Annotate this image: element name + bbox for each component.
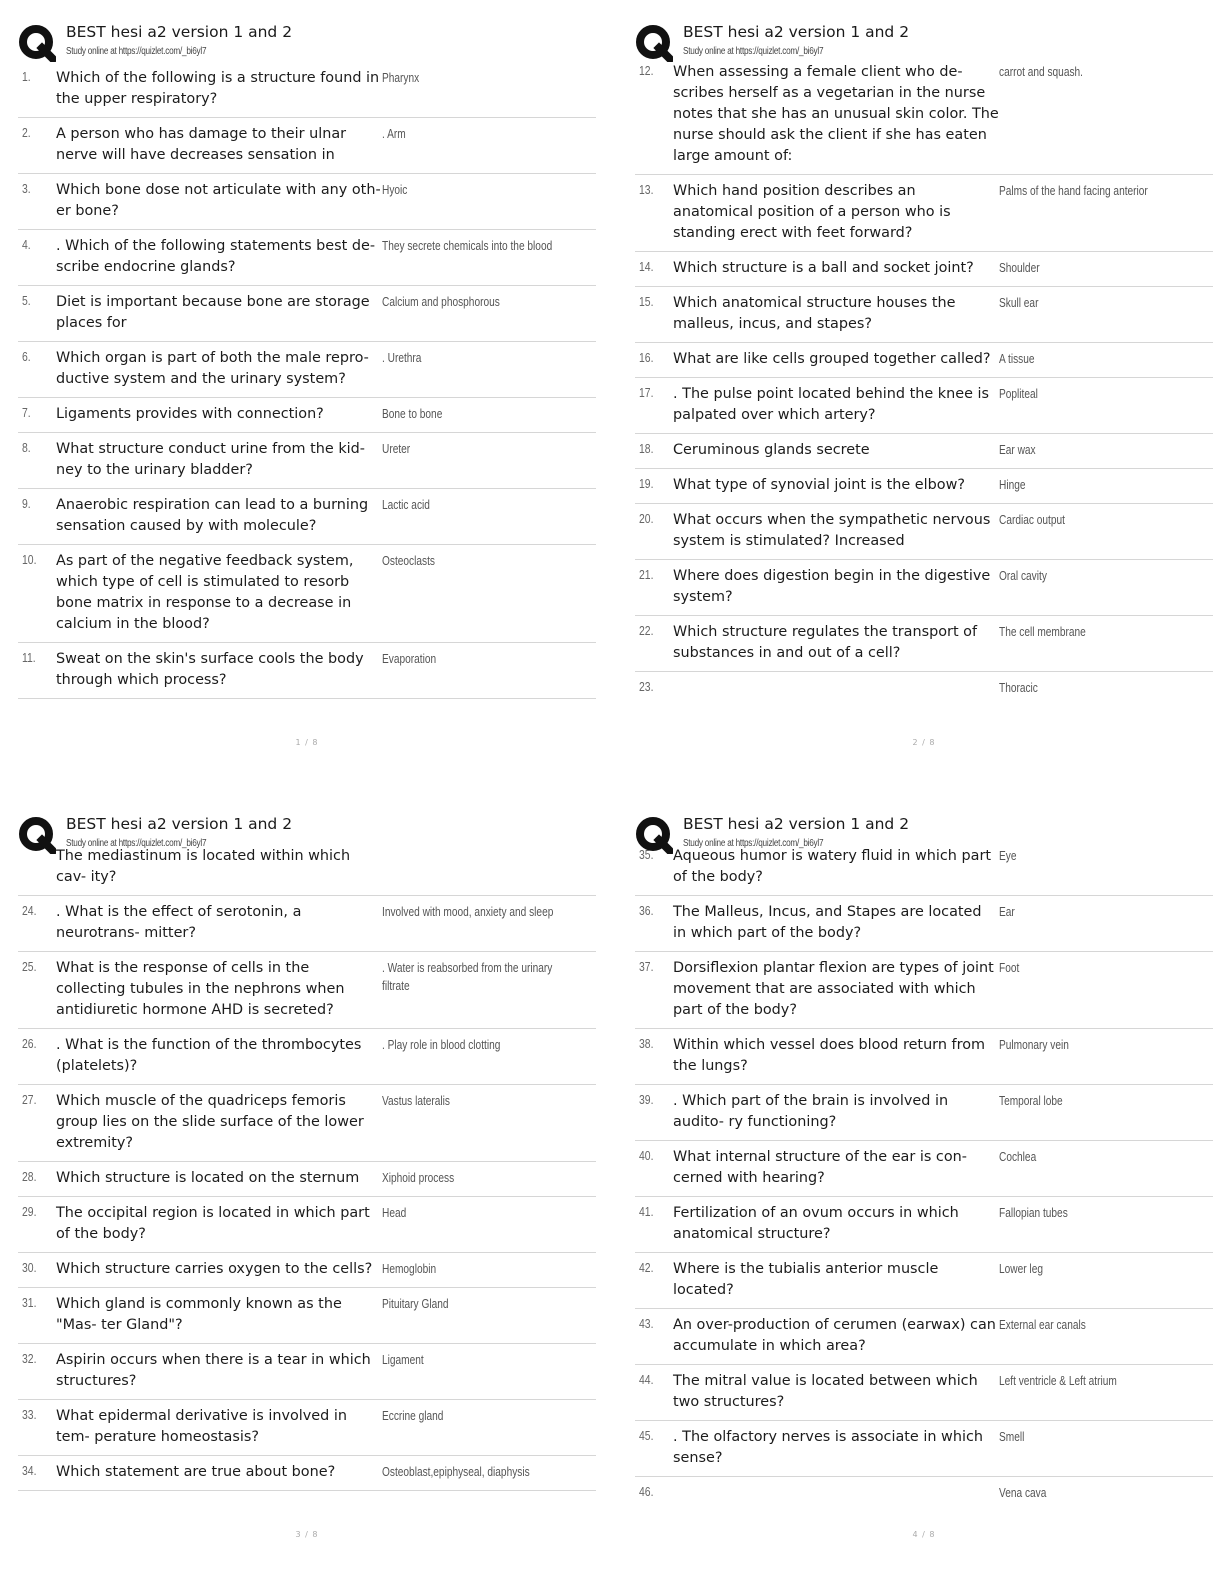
flashcard-row [635,840,1213,896]
flashcard-row [18,62,596,118]
definition-answer: Palms of the hand facing anterior [999,183,1148,198]
definition-answer: Vena cava [999,1485,1047,1500]
flashcard-row [635,1365,1213,1421]
row-number: 18. [639,441,654,456]
definition-answer: . Water is reabsorbed from the urinary filtrate [382,960,553,993]
term-question: An over-production of cerumen (earwax) can accumulate in which area? [673,1317,996,1354]
definition-answer: . Arm [382,126,406,141]
definition-answer: . Play role in blood clotting [382,1037,501,1052]
flashcard-row [18,1288,596,1344]
term-question: What occurs when the sympathetic nervous system is stimulated? Increased [673,512,991,549]
flashcard-row [635,560,1213,616]
flashcard-row [635,1309,1213,1365]
term-question: Which anatomical structure houses the malleus, incus, and stapes? [673,295,956,332]
row-number: 42. [639,1260,654,1275]
flashcard-row [635,1085,1213,1141]
row-number: 27. [22,1092,37,1107]
page-number: 3 / 8 [295,1530,319,1539]
row-number: 45. [639,1428,654,1443]
term-question: Which structure regulates the transport of substances in and out of a cell? [673,624,978,661]
definition-answer: Pulmonary vein [999,1037,1069,1052]
flashcard-row [18,643,596,699]
definition-answer: Thoracic [999,680,1038,695]
row-number: 46. [639,1484,654,1499]
row-number: 39. [639,1092,654,1107]
flashcard-row [635,1253,1213,1309]
flashcard-row [18,174,596,230]
definition-answer: Lower leg [999,1261,1043,1276]
flashcard-row [18,286,596,342]
row-number: 13. [639,182,654,197]
flashcard-row [635,952,1213,1029]
document-title: BEST hesi a2 version 1 and 2 [683,23,910,41]
definition-answer: . Urethra [382,350,422,365]
definition-answer: Fallopian tubes [999,1205,1068,1220]
flashcard-row [18,840,596,896]
term-question: Which of the following is a structure found in the upper respiratory? [56,70,380,107]
term-question: Anaerobic respiration can lead to a burning sensation caused by with molecule? [56,497,369,534]
flashcard-row [635,504,1213,560]
flashcard-row [635,1197,1213,1253]
row-number: 21. [639,567,654,582]
row-number: 31. [22,1295,37,1310]
flashcard-row [635,1029,1213,1085]
row-number: 32. [22,1351,37,1366]
flashcard-row [18,118,596,174]
term-question: The occipital region is located in which part of the body? [56,1205,370,1242]
term-question: . The pulse point located behind the knee is palpated over which artery? [673,386,990,423]
row-number: 1. [22,69,31,84]
row-number: 43. [639,1316,654,1331]
term-question: What are like cells grouped together called? [673,351,991,367]
flashcard-list [635,840,1213,1511]
term-question: Diet is important because bone are storage places for [56,294,370,331]
page-1 [18,20,596,747]
flashcard-row [18,1085,596,1162]
term-question: As part of the negative feedback system, which type of cell is stimulated to resorb bone matrix in response to a decrease in calcium in the blood? [56,553,354,632]
term-question: Sweat on the skin's surface cools the body through which process? [56,651,364,688]
row-number: 23. [639,679,654,694]
row-number: 16. [639,350,654,365]
flashcard-row [635,378,1213,434]
term-question: When assessing a female client who de- scribes herself as a vegetarian in the nurse notes that she has an unusual skin color. The nurse should ask the client if she has eaten large amount of: [673,64,999,164]
term-question: . Which of the following statements best de- scribe endocrine glands? [56,238,376,275]
term-question: The mitral value is located between which two structures? [673,1373,978,1410]
document-title: BEST hesi a2 version 1 and 2 [66,815,293,833]
flashcard-row [635,616,1213,672]
definition-answer: Ear [999,904,1015,919]
term-question: Which bone dose not articulate with any oth- er bone? [56,182,381,219]
definition-answer: Foot [999,960,1020,975]
row-number: 36. [639,903,654,918]
flashcard-list [635,56,1213,706]
row-number: 14. [639,259,654,274]
definition-answer: Osteoblast,epiphyseal, diaphysis [382,1464,530,1479]
term-question: Where is the tubialis anterior muscle located? [673,1261,939,1298]
term-question: What structure conduct urine from the kid- ney to the urinary bladder? [56,441,365,478]
flashcard-row [18,433,596,489]
definition-answer: Oral cavity [999,568,1047,583]
term-question: Which statement are true about bone? [56,1464,336,1480]
row-number: 8. [22,440,31,455]
term-question: . What is the function of the thrombocytes (platelets)? [56,1037,362,1074]
row-number: 5. [22,293,31,308]
definition-answer: Xiphoid process [382,1170,455,1185]
flashcard-row [635,1477,1213,1511]
term-question: Aspirin occurs when there is a tear in which structures? [56,1352,371,1389]
term-question: Which gland is commonly known as the "Mas- ter Gland"? [56,1296,342,1333]
definition-answer: The cell membrane [999,624,1086,639]
row-number: 40. [639,1148,654,1163]
term-question: . What is the effect of serotonin, a neurotrans- mitter? [56,904,302,941]
definition-answer: Eccrine gland [382,1408,444,1423]
term-question: The Malleus, Incus, and Stapes are located in which part of the body? [673,904,982,941]
definition-answer: Osteoclasts [382,553,435,568]
term-question: Fertilization of an ovum occurs in which anatomical structure? [673,1205,959,1242]
document-title: BEST hesi a2 version 1 and 2 [66,23,293,41]
row-number: 19. [639,476,654,491]
definition-answer: Popliteal [999,386,1038,401]
flashcard-row [18,545,596,643]
row-number: 15. [639,294,654,309]
row-number: 9. [22,496,31,511]
definition-answer: Cardiac output [999,512,1065,527]
flashcard-row [18,230,596,286]
flashcard-row [635,1141,1213,1197]
term-question: What type of synovial joint is the elbow? [673,477,965,493]
term-question: Dorsiflexion plantar flexion are types of joint movement that are associated with which part of the body? [673,960,994,1018]
flashcard-row [635,434,1213,469]
row-number: 34. [22,1463,37,1478]
page-number: 4 / 8 [912,1530,936,1539]
flashcard-row [635,175,1213,252]
flashcard-row [635,56,1213,175]
term-question: Ligaments provides with connection? [56,406,324,422]
flashcard-row [18,1456,596,1491]
row-number: 2. [22,125,31,140]
definition-answer: A tissue [999,351,1035,366]
definition-answer: Hyoic [382,182,408,197]
flashcard-row [18,1197,596,1253]
flashcard-row [635,469,1213,504]
row-number: 7. [22,405,31,420]
page-3 [18,812,596,1539]
definition-answer: Ligament [382,1352,424,1367]
term-question: A person who has damage to their ulnar nerve will have decreases sensation in [56,126,347,163]
flashcard-row [18,398,596,433]
definition-answer: Left ventricle & Left atrium [999,1373,1117,1388]
row-number: 37. [639,959,654,974]
flashcard-row [18,1029,596,1085]
document-subtitle: Study online at https://quizlet.com/_bi6yl7 [683,46,824,57]
term-question: Aqueous humor is watery fluid in which part of the body? [673,848,992,885]
page-number: 1 / 8 [295,738,319,747]
row-number: 35. [639,847,654,862]
page-2 [635,20,1213,747]
row-number: 22. [639,623,654,638]
row-number: 20. [639,511,654,526]
term-question: What is the response of cells in the collecting tubules in the nephrons when antidiuretic hormone AHD is secreted? [56,960,345,1018]
flashcard-row [635,343,1213,378]
definition-answer: Shoulder [999,260,1040,275]
flashcard-row [18,896,596,952]
row-number: 29. [22,1204,37,1219]
document-subtitle: Study online at https://quizlet.com/_bi6yl7 [683,838,824,849]
document-title: BEST hesi a2 version 1 and 2 [683,815,910,833]
definition-answer: Calcium and phosphorous [382,294,500,309]
row-number: 25. [22,959,37,974]
term-question: Which organ is part of both the male repro- ductive system and the urinary system? [56,350,369,387]
definition-answer: Vastus lateralis [382,1093,451,1108]
definition-answer: Cochlea [999,1149,1037,1164]
definition-answer: Smell [999,1429,1025,1444]
term-question: Which structure carries oxygen to the cells? [56,1261,373,1277]
row-number: 12. [639,63,654,78]
definition-answer: Involved with mood, anxiety and sleep [382,904,554,919]
row-number: 10. [22,552,37,567]
flashcard-row [635,896,1213,952]
page-number: 2 / 8 [912,738,936,747]
term-question: What epidermal derivative is involved in tem- perature homeostasis? [56,1408,347,1445]
page-4 [635,812,1213,1539]
document-subtitle: Study online at https://quizlet.com/_bi6yl7 [66,46,207,57]
term-question: Within which vessel does blood return from the lungs? [673,1037,986,1074]
flashcard-list [18,62,596,699]
definition-answer: Ear wax [999,442,1036,457]
term-question: Which muscle of the quadriceps femoris group lies on the slide surface of the lower extremity? [56,1093,364,1151]
definition-answer: Pharynx [382,70,420,85]
definition-answer: Temporal lobe [999,1093,1063,1108]
term-question: Which hand position describes an anatomical position of a person who is standing erect with feet forward? [673,183,951,241]
row-number: 4. [22,237,31,252]
row-number: 26. [22,1036,37,1051]
term-question: The mediastinum is located within which cav- ity? [56,848,351,885]
page-header [18,20,596,62]
definition-answer: External ear canals [999,1317,1086,1332]
term-question: . The olfactory nerves is associate in which sense? [673,1429,983,1466]
flashcard-row [18,1400,596,1456]
flashcard-list [18,840,596,1491]
definition-answer: Skull ear [999,295,1039,310]
definition-answer: Lactic acid [382,497,430,512]
term-question: Which structure is located on the sternum [56,1170,360,1186]
row-number: 38. [639,1036,654,1051]
flashcard-row [18,1162,596,1197]
definition-answer: Evaporation [382,651,437,666]
row-number: 24. [22,903,37,918]
flashcard-row [635,252,1213,287]
row-number: 28. [22,1169,37,1184]
row-number: 17. [639,385,654,400]
term-question: What internal structure of the ear is con- cerned with hearing? [673,1149,967,1186]
flashcard-row [18,1344,596,1400]
definition-answer: Pituitary Gland [382,1296,449,1311]
flashcard-row [635,1421,1213,1477]
flashcard-row [635,672,1213,706]
term-question: Ceruminous glands secrete [673,442,870,458]
flashcard-row [18,342,596,398]
definition-answer: They secrete chemicals into the blood [382,238,553,253]
row-number: 6. [22,349,31,364]
row-number: 30. [22,1260,37,1275]
definition-answer: Bone to bone [382,406,443,421]
row-number: 11. [22,650,36,665]
term-question: . Which part of the brain is involved in audito- ry functioning? [673,1093,949,1130]
definition-answer: Head [382,1205,407,1220]
term-question: Where does digestion begin in the digestive system? [673,568,991,605]
flashcard-row [18,952,596,1029]
term-question: Which structure is a ball and socket joint? [673,260,974,276]
flashcard-row [635,287,1213,343]
definition-answer: Eye [999,848,1017,863]
definition-answer: carrot and squash. [999,64,1083,79]
document-subtitle: Study online at https://quizlet.com/_bi6yl7 [66,838,207,849]
definition-answer: Hinge [999,477,1026,492]
row-number: 3. [22,181,31,196]
row-number: 33. [22,1407,37,1422]
row-number: 41. [639,1204,654,1219]
quizlet-logo-icon [18,24,56,62]
definition-answer: Hemoglobin [382,1261,437,1276]
definition-answer: Ureter [382,441,411,456]
flashcard-row [18,489,596,545]
flashcard-row [18,1253,596,1288]
row-number: 44. [639,1372,654,1387]
